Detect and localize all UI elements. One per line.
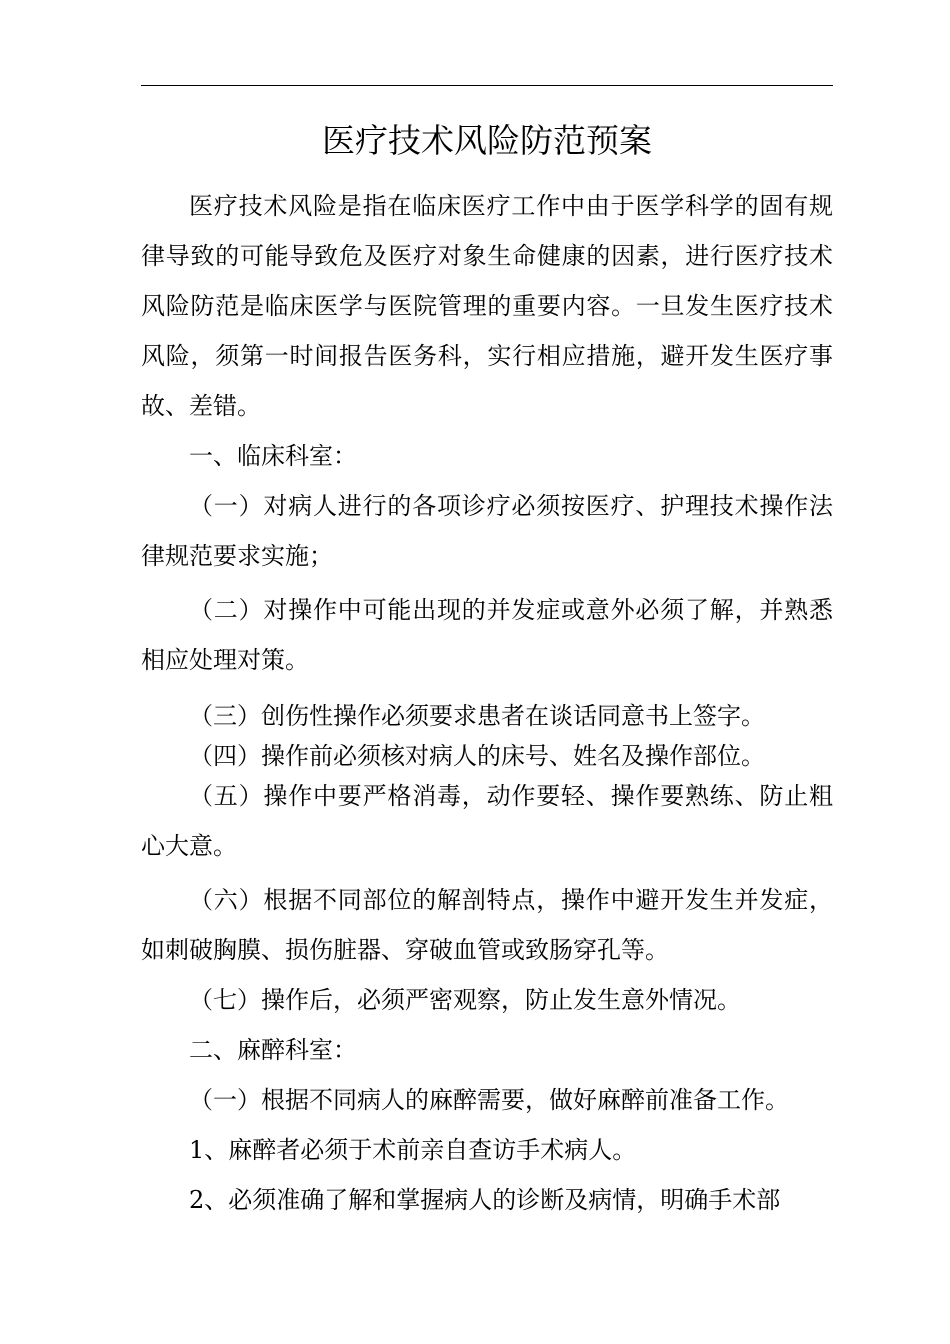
section-heading-anesthesia: 二、麻醉科室：	[189, 1036, 357, 1064]
document-body	[141, 181, 833, 1225]
clinical-item-5: （五）操作中要严格消毒，动作要轻、操作要熟练、防止粗心大意。	[141, 782, 833, 860]
anesthesia-subitem-2: 2、必须准确了解和掌握病人的诊断及病情，明确手术部	[189, 1186, 781, 1214]
clinical-item-1: （一）对病人进行的各项诊疗必须按医疗、护理技术操作法律规范要求实施；	[141, 492, 833, 570]
clinical-item-2: （二）对操作中可能出现的并发症或意外必须了解，并熟悉相应处理对策。	[141, 596, 833, 674]
clinical-item-4: （四）操作前必须核对病人的床号、姓名及操作部位。	[189, 742, 765, 770]
header-rule	[141, 85, 833, 86]
intro-paragraph: 医疗技术风险是指在临床医疗工作中由于医学科学的固有规律导致的可能导致危及医疗对象生命健康的因素，进行医疗技术风险防范是临床医学与医院管理的重要内容。一旦发生医疗技术风险，须第一时间报告医务科，实行相应措施，避开发生医疗事故、差错。	[141, 192, 833, 420]
clinical-item-7: （七）操作后，必须严密观察，防止发生意外情况。	[189, 986, 741, 1014]
document-title: 医疗技术风险防范预案	[322, 121, 652, 160]
section-heading-clinical: 一、临床科室：	[189, 442, 357, 470]
clinical-item-3: （三）创伤性操作必须要求患者在谈话同意书上签字。	[189, 702, 765, 730]
anesthesia-subitem-1: 1、麻醉者必须于术前亲自查访手术病人。	[189, 1136, 637, 1164]
clinical-item-6: （六）根据不同部位的解剖特点，操作中避开发生并发症，如刺破胸膜、损伤脏器、穿破血管或致肠穿孔等。	[141, 886, 833, 964]
anesthesia-item-1: （一）根据不同病人的麻醉需要，做好麻醉前准备工作。	[189, 1086, 789, 1114]
